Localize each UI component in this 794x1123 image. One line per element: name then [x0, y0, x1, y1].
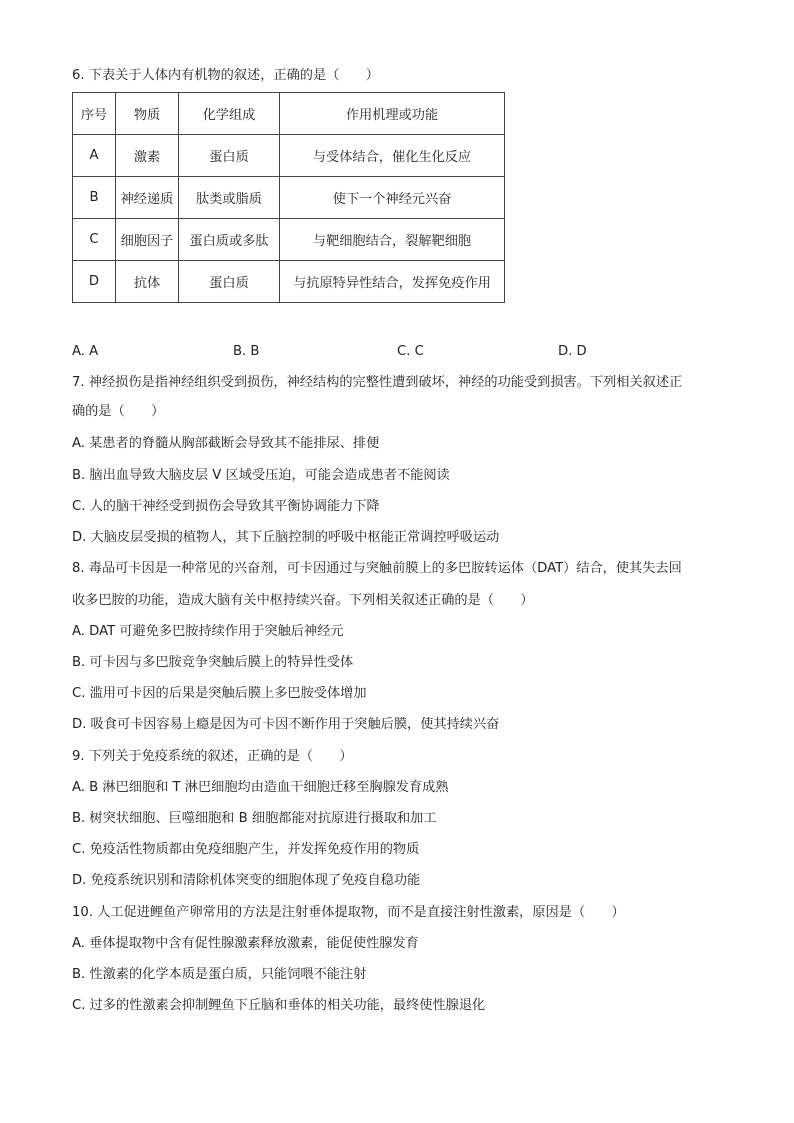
q9-stem: 9. 下列关于免疫系统的叙述，正确的是（ ） [72, 749, 353, 764]
header-cell: 化学组成 [179, 93, 280, 135]
q7-option-c: C. 人的脑干神经受到损伤会导致其平衡协调能力下降 [72, 499, 380, 514]
header-cell: 序号 [73, 93, 116, 135]
q10-option-a: A. 垂体提取物中含有促性腺激素释放激素，能促使性腺发育 [72, 936, 419, 951]
q8-option-c: C. 滥用可卡因的后果是突触后膜上多巴胺受体增加 [72, 686, 367, 701]
q10-option-b: B. 性激素的化学本质是蛋白质，只能饲喂不能注射 [72, 967, 367, 982]
table-cell: 抗体 [116, 261, 179, 303]
q6-options [72, 343, 732, 361]
q6-option-d: D. D [558, 344, 587, 359]
table-cell: 蛋白质 [179, 135, 280, 177]
table-cell: 蛋白质 [179, 261, 280, 303]
table-row [73, 135, 505, 177]
table-cell: 使下一个神经元兴奋 [280, 177, 505, 219]
q8-stem-line2: 收多巴胺的功能，造成大脑有关中枢持续兴奋。下列相关叙述正确的是（ ） [72, 593, 534, 608]
table-cell: A [73, 135, 116, 177]
q8-option-d: D. 吸食可卡因容易上瘾是因为可卡因不断作用于突触后膜，使其持续兴奋 [72, 717, 500, 732]
table-cell: 蛋白质或多肽 [179, 219, 280, 261]
table-cell: D [73, 261, 116, 303]
q8-option-b: B. 可卡因与多巴胺竞争突触后膜上的特异性受体 [72, 655, 354, 670]
table-cell: 与靶细胞结合，裂解靶细胞 [280, 219, 505, 261]
q7-stem-line1: 7. 神经损伤是指神经组织受到损伤，神经结构的完整性遭到破坏，神经的功能受到损害。下列相关叙述正 [72, 375, 683, 390]
q9-option-b: B. 树突状细胞、巨噬细胞和 B 细胞都能对抗原进行摄取和加工 [72, 811, 437, 826]
q8-option-a: A. DAT 可避免多巴胺持续作用于突触后神经元 [72, 624, 344, 639]
table-cell: B [73, 177, 116, 219]
q9-option-d: D. 免疫系统识别和清除机体突变的细胞体现了免疫自稳功能 [72, 873, 421, 888]
q7-option-b: B. 脑出血导致大脑皮层 V 区域受压迫，可能会造成患者不能阅读 [72, 468, 450, 483]
q6-stem: 6. 下表关于人体内有机物的叙述，正确的是（ ） [72, 68, 379, 83]
q9-option-a: A. B 淋巴细胞和 T 淋巴细胞均由造血干细胞迁移至胸腺发育成熟 [72, 780, 449, 795]
table-cell: 肽类或脂质 [179, 177, 280, 219]
q6-option-c: C. C [397, 344, 424, 359]
header-cell: 物质 [116, 93, 179, 135]
q7-option-a: A. 某患者的脊髓从胸部截断会导致其不能排尿、排便 [72, 436, 380, 451]
table-cell: 神经递质 [116, 177, 179, 219]
q6-option-b: B. B [233, 344, 260, 359]
table-header-row [73, 93, 505, 135]
q9-option-c: C. 免疫活性物质都由免疫细胞产生，并发挥免疫作用的物质 [72, 842, 420, 857]
table-cell: C [73, 219, 116, 261]
q6-option-a: A. A [72, 344, 99, 359]
q10-stem: 10. 人工促进鲤鱼产卵常用的方法是注射垂体提取物，而不是直接注射性激素，原因是（ ） [72, 905, 625, 920]
q8-stem-line1: 8. 毒品可卡因是一种常见的兴奋剂，可卡因通过与突触前膜上的多巴胺转运体（DAT）结合，使其失去回 [72, 561, 682, 576]
q7-stem-line2: 确的是（ ） [72, 404, 165, 419]
table-cell: 细胞因子 [116, 219, 179, 261]
table-cell: 与抗原特异性结合，发挥免疫作用 [280, 261, 505, 303]
table-cell: 与受体结合，催化生化反应 [280, 135, 505, 177]
q10-option-c: C. 过多的性激素会抑制鲤鱼下丘脑和垂体的相关功能，最终使性腺退化 [72, 998, 486, 1013]
table-cell: 激素 [116, 135, 179, 177]
table-row [73, 219, 505, 261]
header-cell: 作用机理或功能 [280, 93, 505, 135]
q6-table [72, 92, 505, 303]
table-row [73, 177, 505, 219]
table-row [73, 261, 505, 303]
q7-option-d: D. 大脑皮层受损的植物人，其下丘脑控制的呼吸中枢能正常调控呼吸运动 [72, 530, 500, 545]
